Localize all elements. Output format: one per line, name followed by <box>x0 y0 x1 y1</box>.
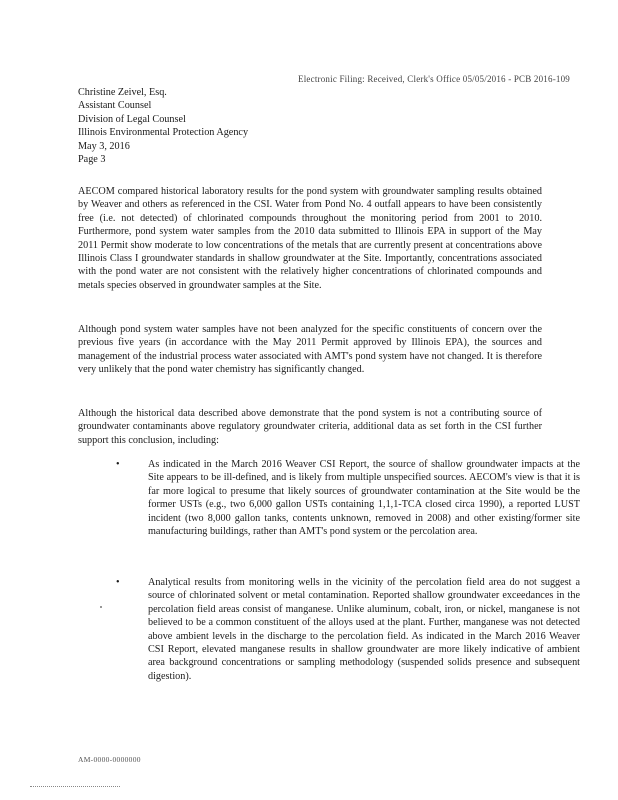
recipient-name: Christine Zeivel, Esq. <box>78 87 167 98</box>
recipient-division: Division of Legal Counsel <box>78 113 186 125</box>
page-number: Page 3 <box>78 154 106 166</box>
letter-date: May 3, 2016 <box>78 140 130 152</box>
recipient-agency: Illinois Environmental Protection Agency <box>78 127 249 139</box>
bullet-text-percolation: Analytical results from monitoring wells in the vicinity of the percolation field area do not suggest a source of chlorinated solvent or metal contamination. Reported shallow groundwater exceedances in the percolation field areas consist of manganese. Unlike aluminum, cobalt, iron, or nickel, manganese is not believed to be a common constituent of the alloys used at the plant. Further, manganese was not detected above ambient levels in the discharge to the percolation field. As indicated in the March 2016 Weaver CSI Report, elevated manganese results in shallow groundwater are more likely indicative of ambient area background concentrations or sampling methodology (suspended solids presence and subsequent digestion). <box>148 577 580 682</box>
bullet-marker: • <box>116 577 120 588</box>
filing-stamp: Electronic Filing: Received, Clerk's Office 05/05/2016 - PCB 2016-109 <box>298 74 570 84</box>
bullet-marker: • <box>116 459 120 470</box>
paragraph-pond-samples: Although pond system water samples have not been analyzed for the specific constituents of concern over the previous five years (in accordance with the May 2011 Permit approved by Illinois EPA), the sources and management of the industrial process water associated with AMT's pond system have not changed. It is therefore very unlikely that the pond water chemistry has significantly changed. <box>78 324 542 376</box>
scan-artifact <box>30 786 120 790</box>
bullet-item <box>112 576 580 683</box>
margin-mark <box>100 606 102 608</box>
paragraph-historical-results: AECOM compared historical laboratory results for the pond system with groundwater sampling results obtained by Weaver and others as referenced in the CSI. Water from Pond No. 4 outfall appears to have been consistently free (i.e. not detected) of chlorinated compounds throughout the monitoring period from 2001 to 2010. Furthermore, pond system water samples from the 2010 data submitted to Illinois EPA in support of the May 2011 Permit show moderate to low concentrations of the metals that are currently present at concentrations above Illinois Class I groundwater standards in shallow groundwater at the Site. Importantly, concentrations associated with the pond water are not consistent with the relatively higher concentrations of chlorinated compounds and metals species observed in groundwater samples at the Site. <box>78 186 542 291</box>
footer-doc-id: AM-0000-0000000 <box>78 755 141 764</box>
recipient-title: Assistant Counsel <box>78 100 152 112</box>
bullet-item <box>112 458 580 538</box>
bullet-text-source: As indicated in the March 2016 Weaver CSI Report, the source of shallow groundwater impacts at the Site appears to be ill-defined, and is likely from multiple unspecified sources. AECOM's view is that it is far more logical to presume that likely sources of groundwater contamination at the Site would be the former USTs (e.g., two 6,000 gallon USTs containing 1,1,1-TCA closed circa 1990), a reported LUST incident (two 8,000 gallon tanks, contents unknown, removed in 2008) and other existing/former site manufacturing buildings, rather than AMT's pond system or the percolation area. <box>148 459 580 538</box>
paragraph-additional-data: Although the historical data described above demonstrate that the pond system is not a contributing source of groundwater contaminants above regulatory groundwater criteria, additional data as set forth in the CSI further support this conclusion, including: <box>78 408 542 446</box>
recipient-block <box>78 86 248 166</box>
